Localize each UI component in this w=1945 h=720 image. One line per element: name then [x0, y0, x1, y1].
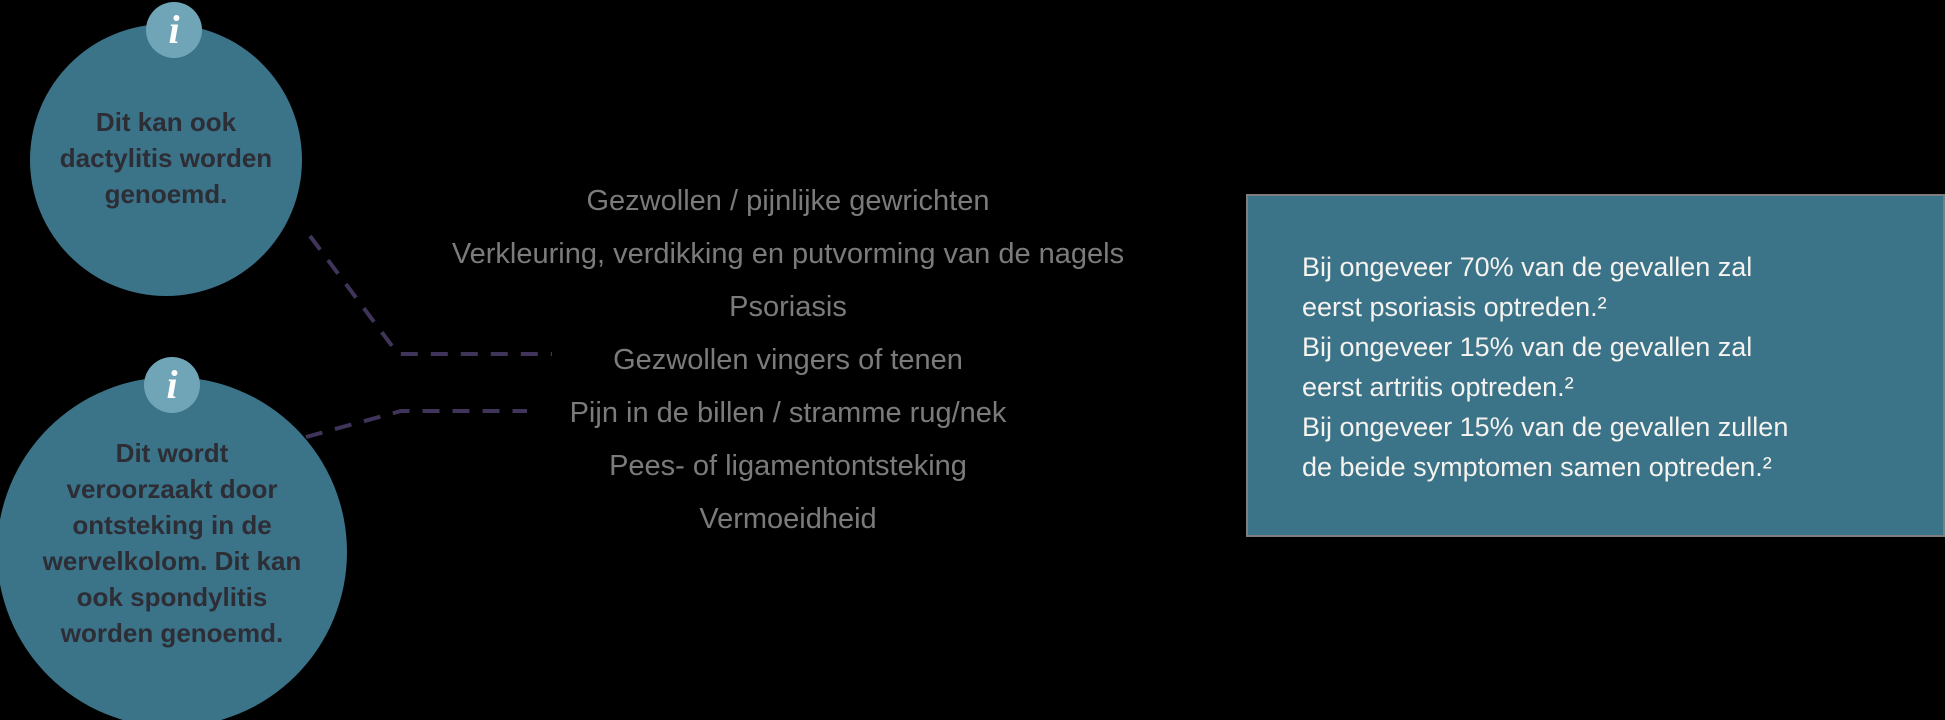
info-icon[interactable] [146, 2, 202, 58]
stats-line: Bij ongeveer 15% van de gevallen zullen [1302, 412, 1789, 442]
stats-line: Bij ongeveer 15% van de gevallen zal [1302, 332, 1753, 362]
tooltip-line: veroorzaakt door [66, 474, 278, 504]
symptom-item: Vermoeidheid [699, 503, 877, 535]
symptom-list [400, 186, 1176, 534]
symptom-item: Gezwollen vingers of tenen [613, 344, 963, 376]
symptom-item: Gezwollen / pijnlijke gewrichten [586, 185, 990, 217]
stats-line: de beide symptomen samen optreden.² [1302, 452, 1772, 482]
symptom-item: Verkleuring, verdikking en putvorming van de nagels [451, 238, 1125, 270]
symptom-item: Pees- of ligamentontsteking [609, 450, 967, 482]
tooltip-circle-spondylitis [0, 377, 347, 720]
stats-line: eerst psoriasis optreden.² [1302, 292, 1607, 322]
info-icon-glyph: i [166, 362, 178, 407]
tooltip-line: worden genoemd. [60, 618, 284, 648]
tooltip-circle-dactylitis [30, 24, 302, 296]
tooltip-line: Dit wordt [115, 438, 229, 468]
info-icon-glyph: i [168, 7, 180, 52]
info-icon[interactable] [144, 357, 200, 413]
tooltip-line: ook spondylitis [76, 582, 268, 612]
tooltip-line: dactylitis worden [59, 143, 273, 173]
tooltip-line: wervelkolom. Dit kan [42, 546, 302, 576]
stats-panel [1246, 194, 1945, 537]
tooltip-line: Dit kan ook [95, 107, 237, 137]
symptom-item: Psoriasis [729, 291, 847, 323]
tooltip-line: ontsteking in de [72, 510, 272, 540]
tooltip-line: genoemd. [104, 179, 228, 209]
stats-line: Bij ongeveer 70% van de gevallen zal [1302, 252, 1753, 282]
symptom-item: Pijn in de billen / stramme rug/nek [569, 397, 1007, 429]
stats-line: eerst artritis optreden.² [1302, 372, 1574, 402]
